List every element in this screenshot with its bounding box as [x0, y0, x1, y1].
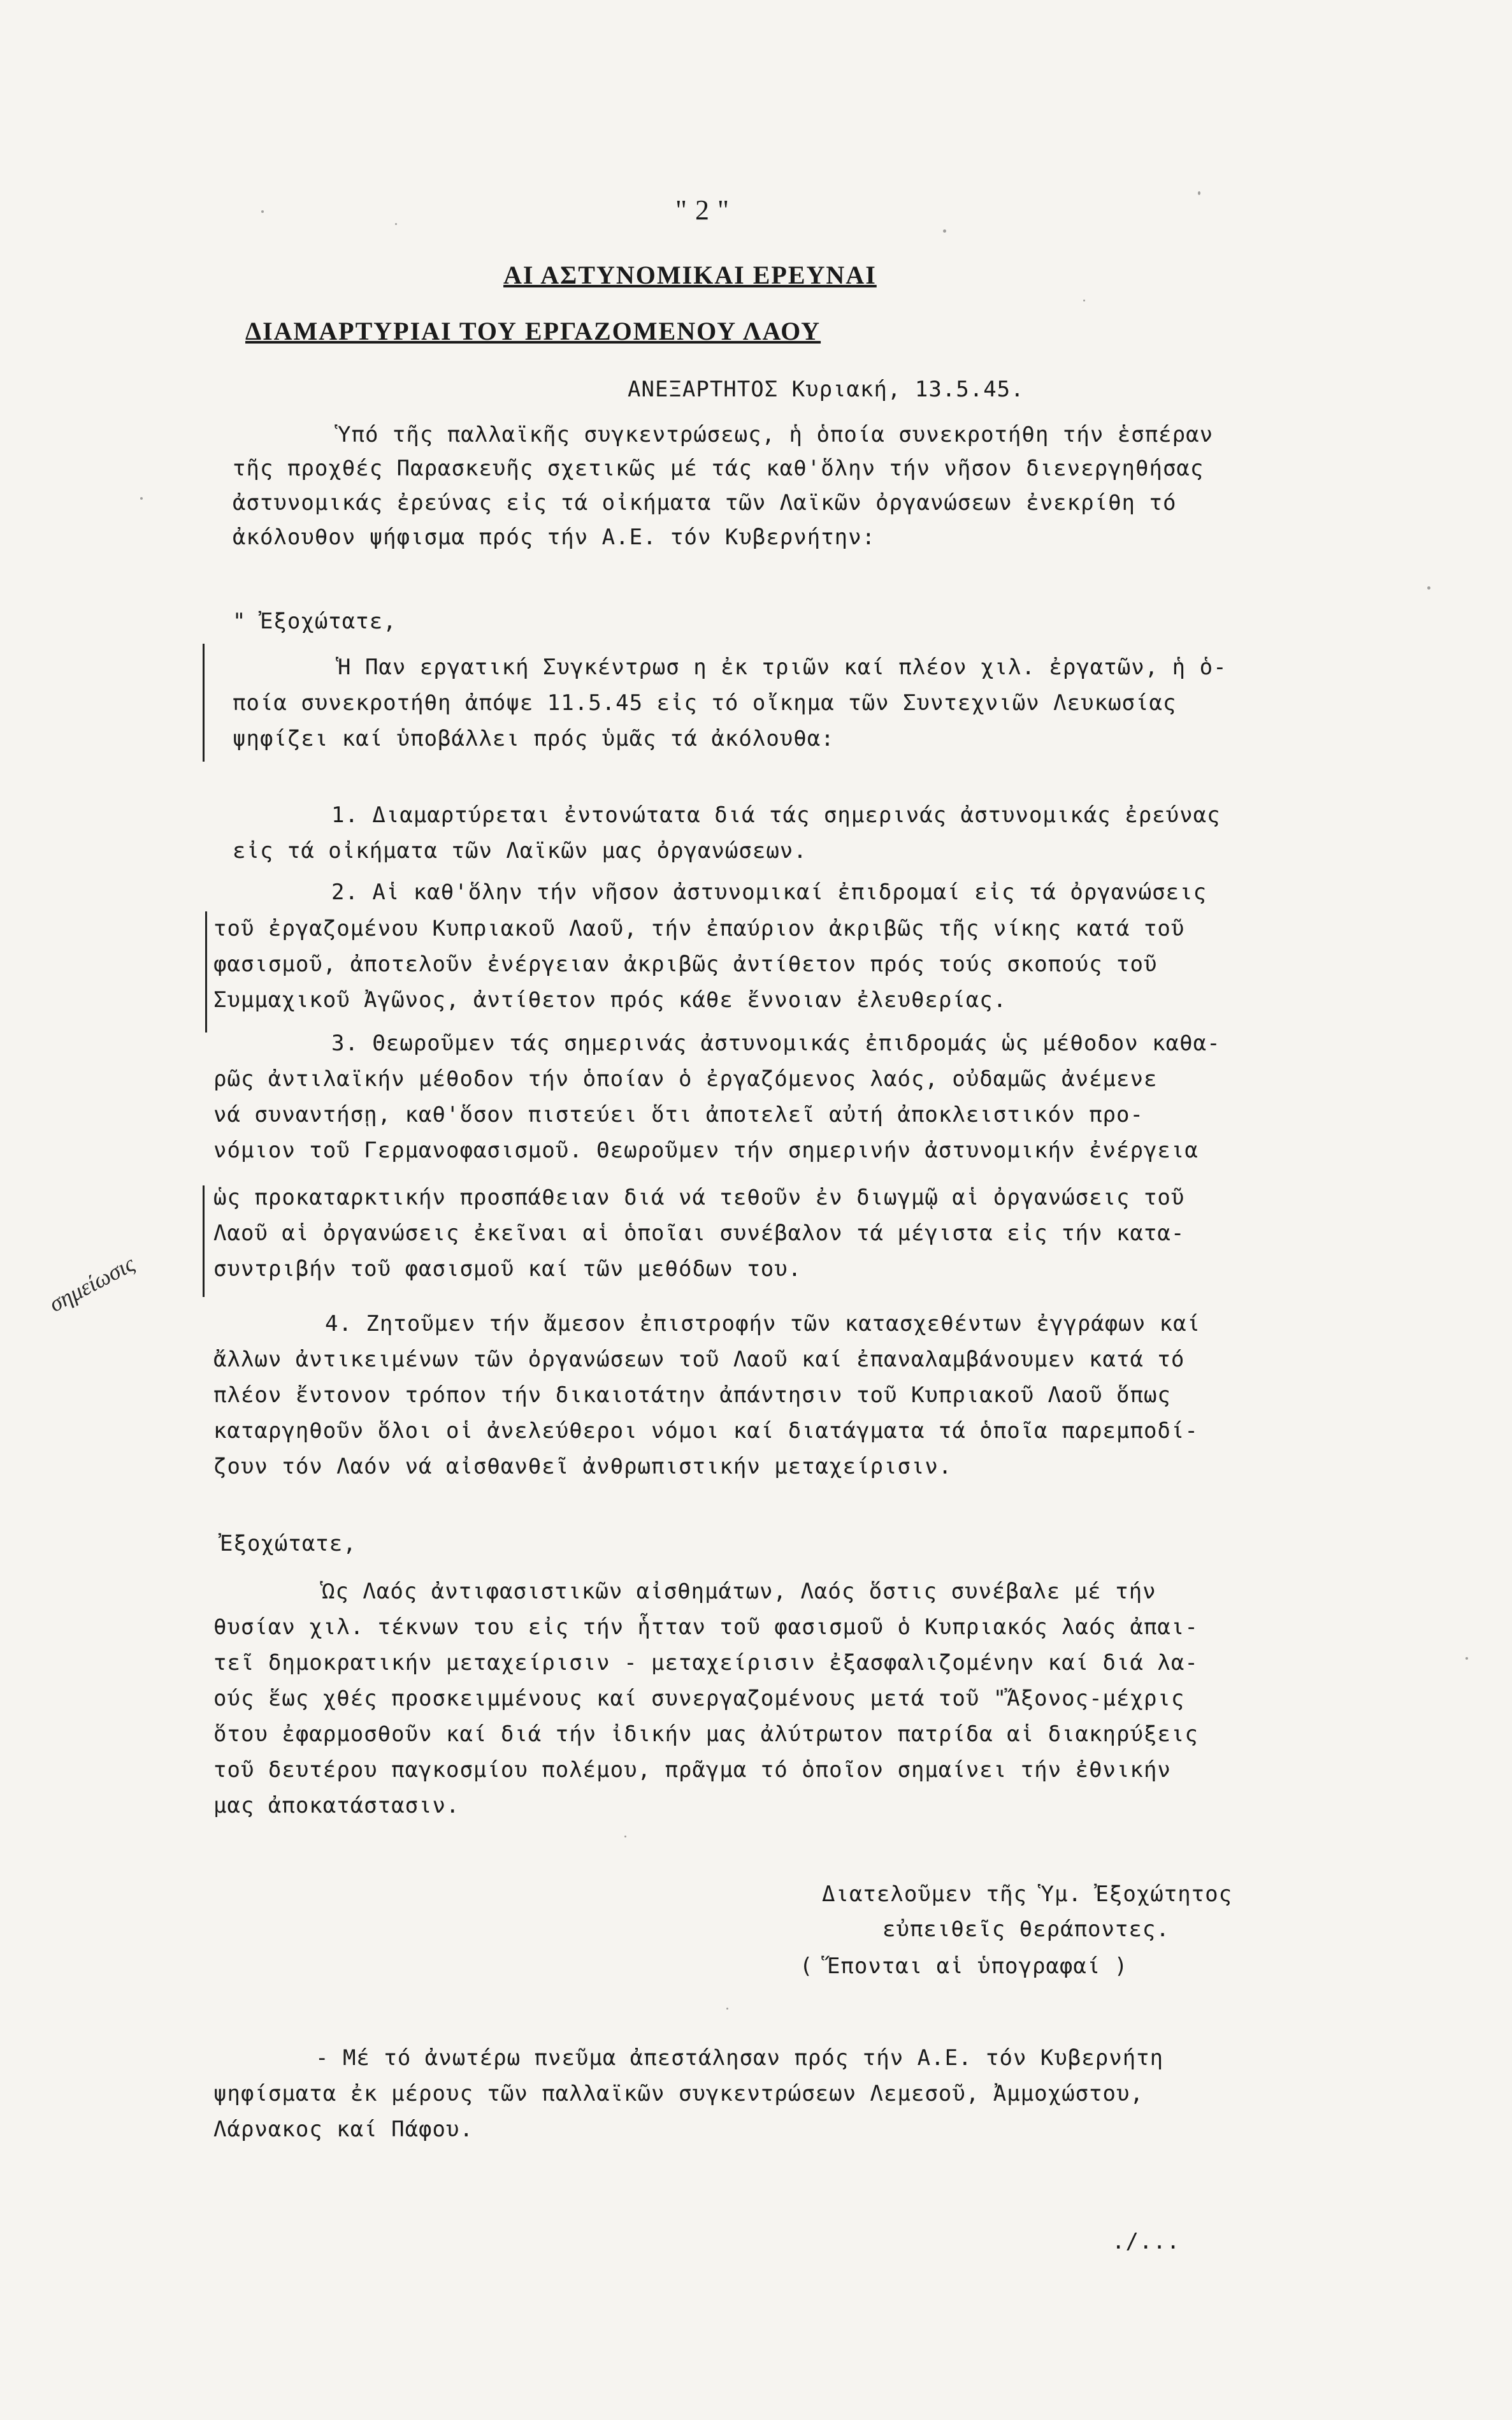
postscript-line: - Μέ τό ἀνωτέρω πνεῦμα ἀπεστάλησαν πρός τήν Α.Ε. τόν Κυβερνήτη [315, 2045, 1164, 2071]
dateline: ΑΝΕΞΑΡΤΗΤΟΣ Κυριακή, 13.5.45. [628, 377, 1025, 402]
margin-bracket [205, 911, 207, 1032]
scan-speck [1427, 586, 1430, 590]
point-3-line: ὡς προκαταρκτικήν προσπάθειαν διά νά τεθοῦν ἐν διωγμῷ αἱ ὀργανώσεις τοῦ [213, 1185, 1185, 1210]
point-3-line: συντριβήν τοῦ φασισμοῦ καί τῶν μεθόδων του. [213, 1256, 802, 1282]
point-2-line: Συμμαχικοῦ Ἀγῶνος, ἀντίθετον πρός κάθε ἔννοιαν ἐλευθερίας. [213, 987, 1007, 1013]
scan-speck [726, 2008, 728, 2010]
signoff-line: Διατελοῦμεν τῆς Ὑμ. Ἐξοχώτητος [822, 1881, 1233, 1907]
margin-handwritten-note: σημείωσις [45, 1250, 139, 1317]
point-1-line: 1. Διαμαρτύρεται ἐντονώτατα διά τάς σημερινάς ἀστυνομικάς ἐρεύνας [331, 802, 1221, 828]
headline-2: ΔΙΑΜΑΡΤΥΡΙΑΙ ΤΟΥ ΕΡΓΑΖΟΜΕΝΟΥ ΛΑΟΥ [245, 317, 821, 345]
signoff-line: εὐπειθεῖς θεράποντες. [882, 1916, 1170, 1942]
point-4-line: 4. Ζητοῦμεν τήν ἄμεσον ἐπιστροφήν τῶν κατασχεθέντων ἐγγράφων καί [325, 1311, 1201, 1337]
closing-line: Ὡς Λαός ἀντιφασιστικῶν αἰσθημάτων, Λαός ὅστις συνέβαλε μέ τήν [322, 1579, 1156, 1604]
closing-line: θυσίαν χιλ. τέκνων του εἰς τήν ἧτταν τοῦ φασισμοῦ ὁ Κυπριακός λαός ἀπαι- [213, 1614, 1199, 1640]
closing-line: τεῖ δημοκρατικήν μεταχείρισιν - μεταχείρισιν ἐξασφαλιζομένην καί διά λα- [213, 1650, 1199, 1676]
para-line: ψηφίζει καί ὑποβάλλει πρός ὑμᾶς τά ἀκόλουθα: [233, 726, 835, 751]
scan-speck [1083, 300, 1085, 301]
point-4-line: ἄλλων ἀντικειμένων τῶν ὀργανώσεων τοῦ Λαοῦ καί ἐπαναλαμβάνουμεν κατά τό [213, 1347, 1185, 1372]
point-4-line: ζουν τόν Λαόν νά αἰσθανθεῖ ἀνθρωπιστικήν μεταχείρισιν. [213, 1454, 953, 1479]
scan-speck [624, 1836, 626, 1837]
scan-speck [261, 210, 264, 213]
point-4-line: πλέον ἔντονον τρόπον τήν δικαιοτάτην ἀπάντησιν τοῦ Κυπριακοῦ Λαοῦ ὅπως [213, 1382, 1171, 1408]
closing-line: ὅτου ἐφαρμοσθοῦν καί διά τήν ἰδικήν μας ἀλύτρωτον πατρίδα αἱ διακηρύξεις [213, 1721, 1199, 1747]
intro-line: τῆς προχθές Παρασκευῆς σχετικῶς μέ τάς καθ'ὅλην τήν νῆσον διενεργηθήσας [233, 456, 1204, 481]
point-3-line: 3. Θεωροῦμεν τάς σημερινάς ἀστυνομικάς ἐπιδρομάς ὡς μέθοδον καθα- [331, 1031, 1221, 1056]
margin-bracket [203, 1185, 205, 1297]
point-3-line: ρῶς ἀντιλαϊκήν μέθοδον τήν ὁποίαν ὁ ἐργαζόμενος λαός, οὐδαμῶς ἀνέμενε [213, 1066, 1158, 1092]
point-2-line: 2. Αἱ καθ'ὅλην τήν νῆσον ἀστυνομικαί ἐπιδρομαί εἰς τά ὀργανώσεις [331, 880, 1207, 905]
closing-line: τοῦ δευτέρου παγκοσμίου πολέμου, πρᾶγμα τό ὁποῖον σημαίνει τήν ἐθνικήν [213, 1757, 1171, 1783]
postscript-line: ψηφίσματα ἐκ μέρους τῶν παλλαϊκῶν συγκεντρώσεων Λεμεσοῦ, Ἀμμοχώστου, [213, 2081, 1144, 2106]
salutation: " Ἐξοχώτατε, [233, 609, 397, 634]
postscript-line: Λάρνακος καί Πάφου. [213, 2117, 473, 2142]
scan-speck [1198, 191, 1200, 195]
headline-1: ΑΙ ΑΣΤΥΝΟΜΙΚΑΙ ΕΡΕΥΝΑΙ [503, 261, 877, 289]
intro-line: ἀκόλουθον ψήφισμα πρός τήν Α.Ε. τόν Κυβερνήτην: [233, 525, 876, 550]
page-number: " 2 " [675, 194, 730, 226]
point-3-line: Λαοῦ αἱ ὀργανώσεις ἐκεῖναι αἱ ὁποῖαι συνέβαλον τά μέγιστα εἰς τήν κατα- [213, 1221, 1185, 1246]
point-3-line: νά συναντήσῃ, καθ'ὅσον πιστεύει ὅτι ἀποτελεῖ αὐτή ἀποκλειστικόν προ- [213, 1102, 1144, 1127]
salutation-2: Ἐξοχώτατε, [220, 1531, 357, 1556]
para-line: Ἡ Παν εργατική Συγκέντρωσ η ἐκ τριῶν καί πλέον χιλ. ἐργατῶν, ἡ ὁ- [338, 655, 1227, 680]
point-2-line: φασισμοῦ, ἀποτελοῦν ἐνέργειαν ἀκριβῶς ἀντίθετον πρός τούς σκοπούς τοῦ [213, 952, 1158, 977]
para-line: ποία συνεκροτήθη ἀπόψε 11.5.45 εἰς τό οἴκημα τῶν Συντεχνιῶν Λευκωσίας [233, 690, 1177, 716]
signoff-line: ( Ἕπονται αἱ ὑπογραφαί ) [800, 1953, 1128, 1979]
point-3-line: νόμιον τοῦ Γερμανοφασισμοῦ. Θεωροῦμεν τήν σημερινήν ἀστυνομικήν ἐνέργεια [213, 1138, 1199, 1163]
scan-speck [1465, 1657, 1468, 1660]
closing-line: μας ἀποκατάστασιν. [213, 1793, 460, 1818]
scan-speck [395, 223, 397, 225]
intro-line: ἀστυνομικάς ἐρεύνας εἰς τά οἰκήματα τῶν Λαϊκῶν ὀργανώσεων ἐνεκρίθη τό [233, 490, 1177, 516]
point-1-line: εἰς τά οἰκήματα τῶν Λαϊκῶν μας ὀργανώσεων. [233, 838, 807, 864]
scan-speck [943, 229, 946, 233]
scan-speck [140, 497, 143, 500]
continuation-mark: ./... [1112, 2229, 1181, 2254]
margin-bracket [203, 644, 205, 762]
intro-line: Ὑπό τῆς παλλαϊκῆς συγκεντρώσεως, ἡ ὁποία συνεκροτήθη τήν ἑσπέραν [338, 422, 1214, 447]
closing-line: ούς ἕως χθές προσκειμμένους καί συνεργαζομένους μετά τοῦ "Ἄξονος-μέχρις [213, 1686, 1185, 1711]
point-2-line: τοῦ ἐργαζομένου Κυπριακοῦ Λαοῦ, τήν ἐπαύριον ἀκριβῶς τῆς νίκης κατά τοῦ [213, 916, 1185, 941]
point-4-line: καταργηθοῦν ὅλοι οἱ ἀνελεύθεροι νόμοι καί διατάγματα τά ὁποῖα παρεμποδί- [213, 1418, 1199, 1444]
